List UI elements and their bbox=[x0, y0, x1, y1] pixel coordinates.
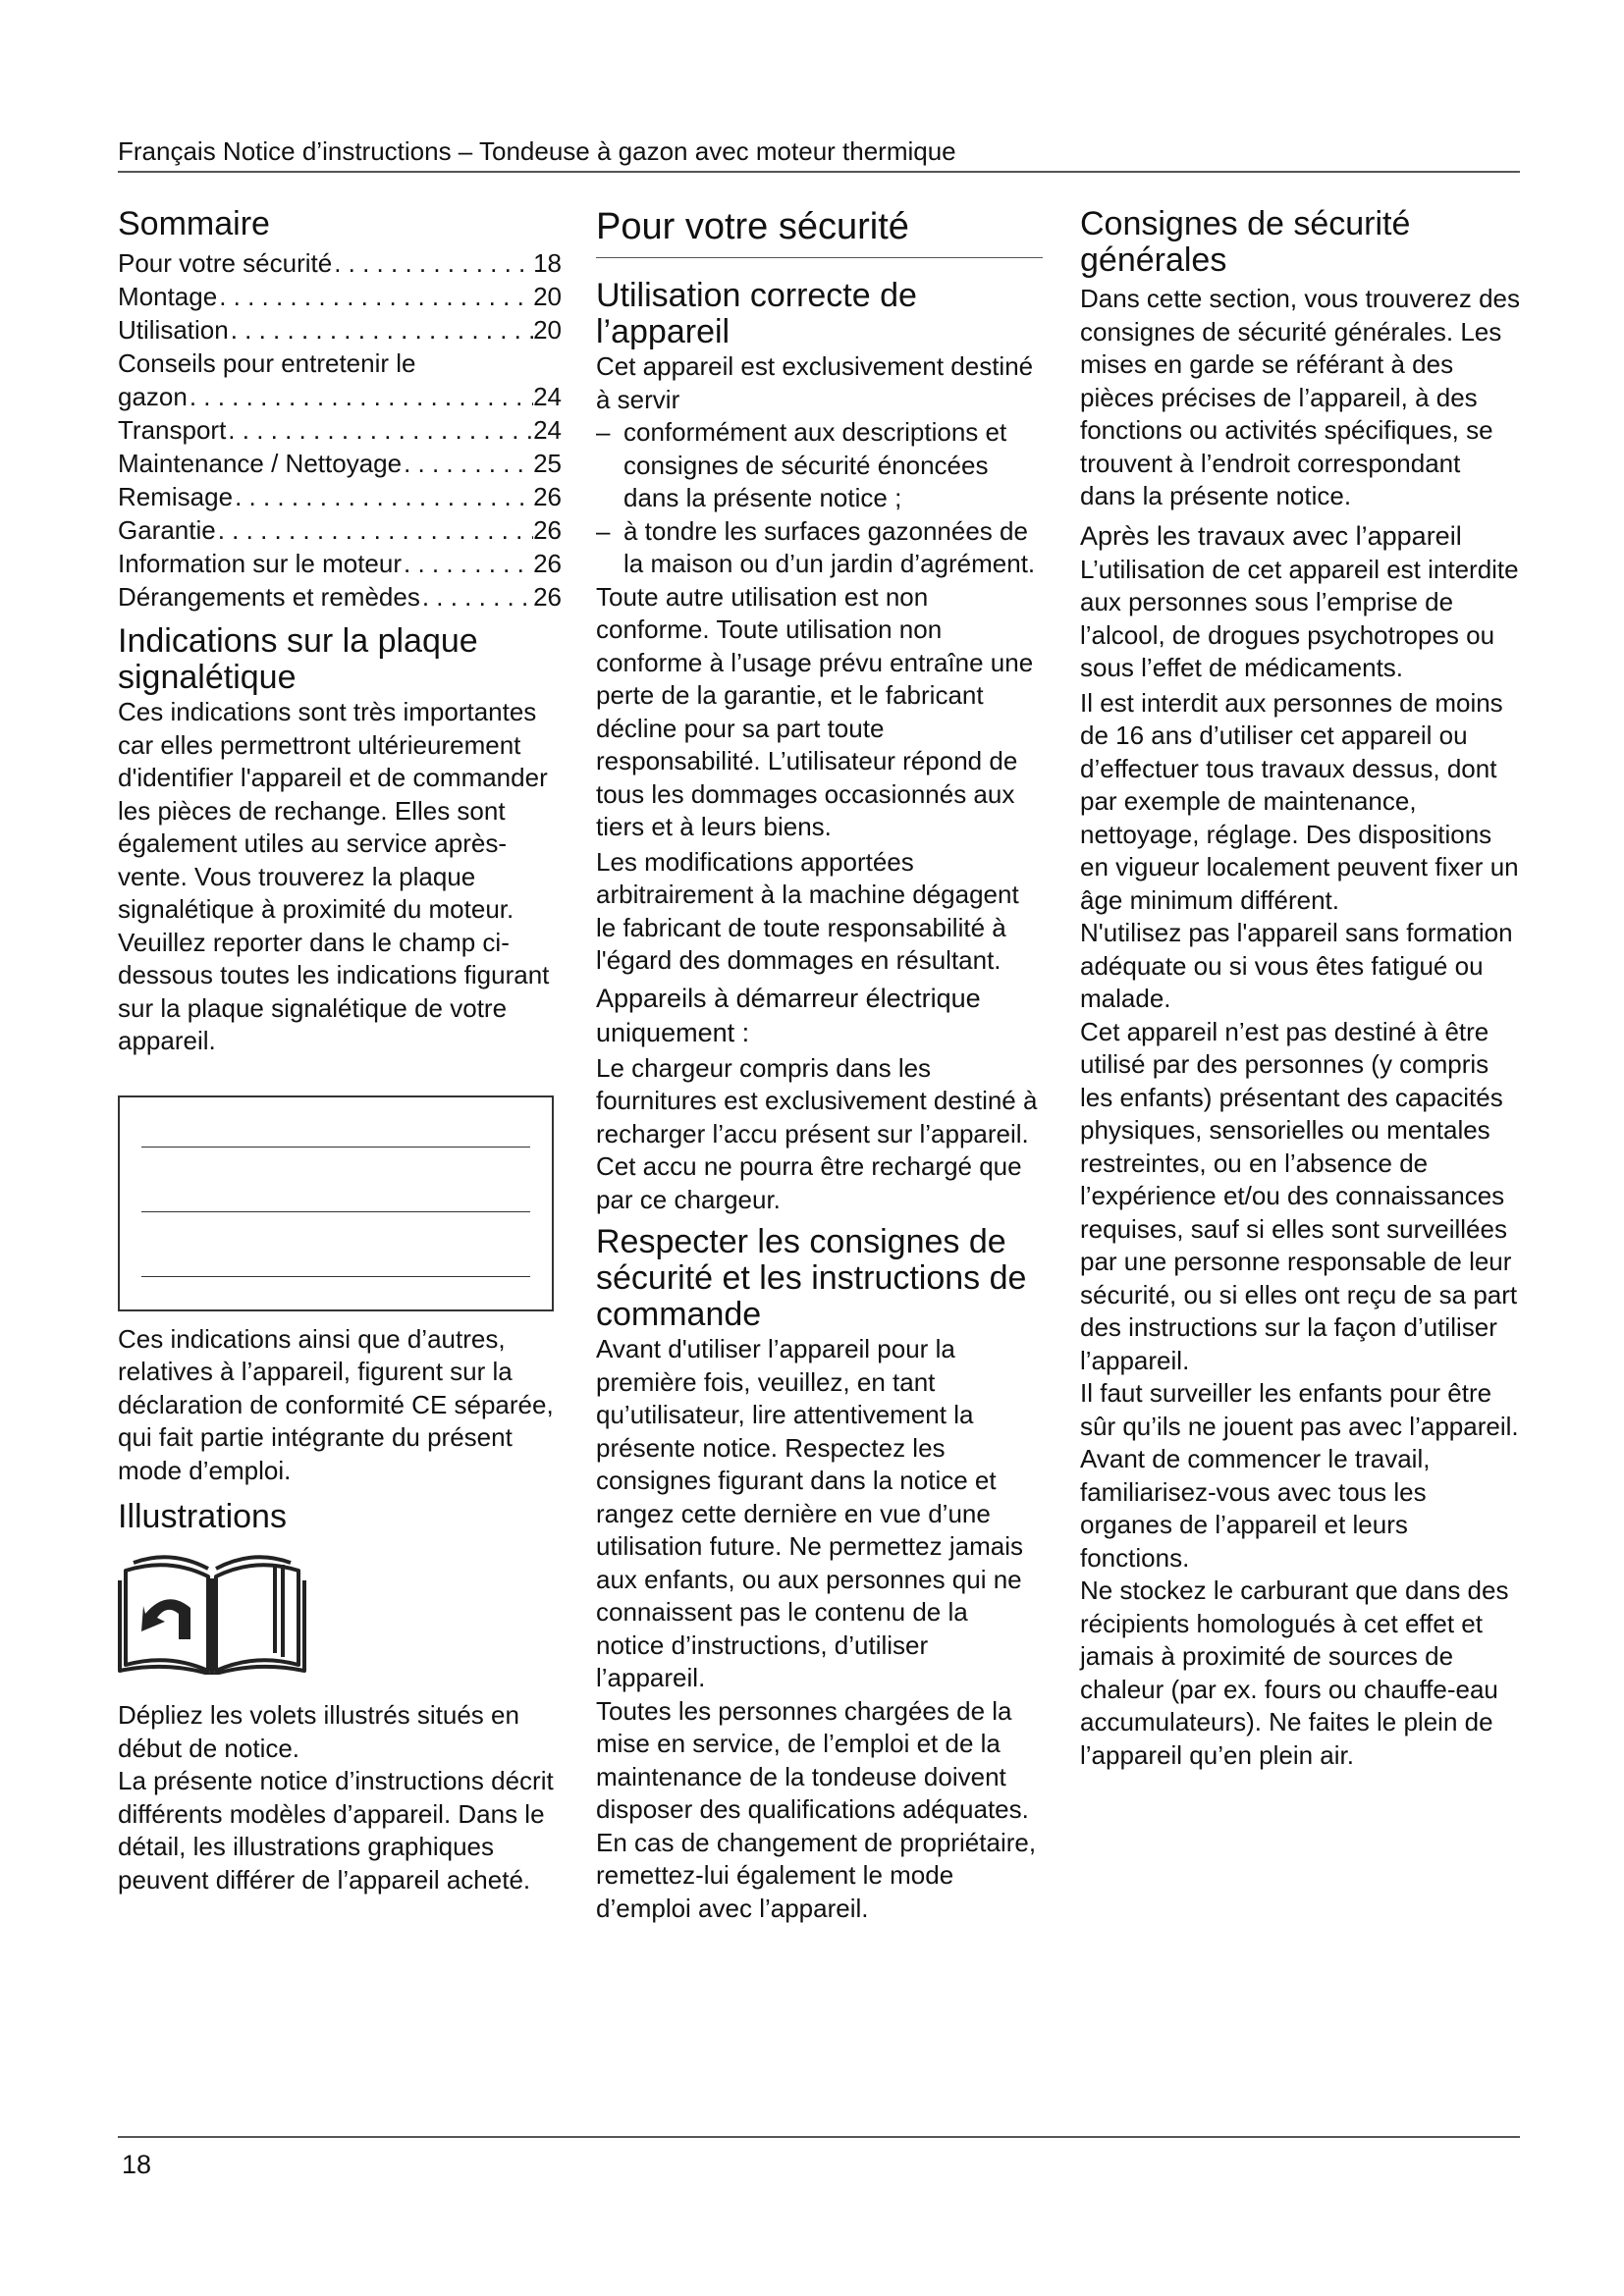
general-paragraph-7: Ne stockez le carburant que dans des récipients homologués à cet effet et jamais à proximité de sources de chaleur (par ex. fours ou chauffe-eau accumulateurs). Ne faites le plein de l’appareil qu’en plein air. bbox=[1080, 1575, 1509, 1770]
safety-title: Pour votre sécurité bbox=[596, 206, 1043, 258]
general-paragraph-3: N'utilisez pas l'appareil sans formation adéquate ou si vous êtes fatigué ou malade. bbox=[1080, 918, 1513, 1013]
illustrations-title: Illustrations bbox=[118, 1498, 287, 1535]
column-left bbox=[118, 206, 562, 1896]
respect-paragraph-2: Toutes les personnes chargées de la mise en service, de l’emploi et de la maintenance de la tondeuse doivent disposer des qualifications adéquates. bbox=[596, 1695, 1029, 1824]
general-paragraph-4: Cet appareil n’est pas destiné à être utilisé par des personnes (y compris les enfants) présentant des capacités physiques, sensorielles ou mentales restreintes, ou en l’absence de l’expérience et/ou des connaissances requises, sauf si elles sont surveillées par une personne responsable de leur sécurité, ou si elles ont reçu de sa part des instructions sur la façon d’utiliser l’appareil. bbox=[1080, 1016, 1518, 1375]
electric-starter-text: Le chargeur compris dans les fournitures est exclusivement destiné à recharger l’accu présent sur l’appareil. Cet accu ne pourra être rechargé que par ce chargeur. bbox=[596, 1052, 1038, 1214]
toc-item[interactable]: Maintenance / Nettoyage . . . 25 bbox=[118, 447, 562, 480]
nameplate-title: Indications sur la plaque signalétique bbox=[118, 622, 478, 696]
correct-use-intro: Cet appareil est exclusivement destiné à servir bbox=[596, 351, 1034, 414]
toc-item-wrap-first[interactable]: Conseils pour entretenir le bbox=[118, 348, 416, 378]
correct-use-paragraph-2: Les modifications apportées arbitrairement à la machine dégagent le fabricant de toute responsabilité à l'égard des dommages en résultant. bbox=[596, 846, 1019, 975]
toc-item[interactable]: gazon . . . 24 bbox=[118, 380, 562, 413]
nameplate-field[interactable] bbox=[118, 1095, 554, 1311]
after-work-title: Après les travaux avec l’appareil bbox=[1080, 520, 1462, 551]
respect-paragraph-3: En cas de changement de propriétaire, remettez-lui également le mode d’emploi avec l’appareil. bbox=[596, 1827, 1037, 1923]
nameplate-after-text: Ces indications ainsi que d’autres, relatives à l’appareil, figurent sur la déclaration de conformité CE séparée, qui fait partie intégrante du présent mode d’emploi. bbox=[118, 1323, 554, 1485]
nameplate-text: Ces indications sont très importantes car elles permettront ultérieurement d'identifier l'appareil et de commander les pièces de rechange. Elles sont également utiles au service après-vente. Vous trouverez la plaque signalétique à proximité du moteur. Veuillez reporter dans le champ ci-dessous toutes les indications figurant sur la plaque signalétique de votre appareil. bbox=[118, 697, 550, 1055]
list-item: – à tondre les surfaces gazonnées de la maison ou d’un jardin d’agrément. bbox=[596, 515, 1043, 581]
table-of-contents bbox=[118, 246, 562, 614]
toc-item[interactable]: Transport . . . 24 bbox=[118, 413, 562, 447]
page-header: Français Notice d’instructions – Tondeuse à gazon avec moteur thermique bbox=[118, 135, 1520, 173]
toc-item[interactable]: Remisage . . . 26 bbox=[118, 480, 562, 513]
toc-item[interactable]: Montage . . . 20 bbox=[118, 280, 562, 313]
list-item: – conformément aux descriptions et consignes de sécurité énoncées dans la présente notice ; bbox=[596, 416, 1043, 515]
general-paragraph-6: Avant de commencer le travail, familiarisez-vous avec tous les organes de l’appareil et leurs fonctions. bbox=[1080, 1444, 1431, 1573]
correct-use-title: Utilisation correcte de l’appareil bbox=[596, 277, 917, 350]
general-safety-intro: Dans cette section, vous trouverez des consignes de sécurité générales. Les mises en garde se référant à des pièces précises de l’appareil, à des fonctions ou activités spécifiques, se trouvent à l’endroit correspondant dans la présente notice. bbox=[1080, 284, 1521, 510]
illustrations-text-2: La présente notice d’instructions décrit différents modèles d’appareil. Dans le détail, les illustrations graphiques peuvent différer de l’appareil acheté. bbox=[118, 1766, 554, 1895]
respect-paragraph-1: Avant d'utiliser l’appareil pour la première fois, veuillez, en tant qu’utilisateur, lire attentivement la présente notice. Respectez les consignes figurant dans la notice et rangez cette dernière en vue d’une utilisation future. Ne permettez jamais aux enfants, ou aux personnes qui ne connaissent pas le contenu de la notice d’instructions, d’utiliser l’appareil. bbox=[596, 1334, 1023, 1692]
respect-instructions-title: Respecter les consignes de sécurité et les instructions de commande bbox=[596, 1223, 1027, 1333]
toc-item[interactable]: Garantie . . . 26 bbox=[118, 513, 562, 547]
toc-title: Sommaire bbox=[118, 205, 270, 242]
correct-use-list bbox=[596, 416, 1043, 581]
general-paragraph-5: Il faut surveiller les enfants pour être sûr qu’ils ne jouent pas avec l’appareil. bbox=[1080, 1378, 1519, 1441]
column-right bbox=[1080, 206, 1522, 1772]
general-paragraph-2: Il est interdit aux personnes de moins de 16 ans d’utiliser cet appareil ou d’effectuer tous travaux dessus, dont par exemple de maintenance, nettoyage, réglage. Des dispositions en vigueur localement peuvent fixer un âge minimum différent. bbox=[1080, 687, 1519, 915]
column-middle bbox=[596, 206, 1043, 1925]
electric-starter-title: Appareils à démarreur électrique uniquement : bbox=[596, 983, 981, 1047]
illustrations-text-1: Dépliez les volets illustrés situés en début de notice. bbox=[118, 1700, 519, 1763]
general-safety-title: Consignes de sécurité générales bbox=[1080, 205, 1411, 279]
toc-item[interactable]: Utilisation . . . 20 bbox=[118, 313, 562, 347]
footer-divider bbox=[118, 2136, 1520, 2138]
toc-item[interactable]: Information sur le moteur . . . 26 bbox=[118, 547, 562, 580]
general-paragraph-1: L’utilisation de cet appareil est interdite aux personnes sous l’emprise de l’alcool, de drogues psychotropes ou sous l’effet de médicaments. bbox=[1080, 554, 1519, 682]
correct-use-paragraph-1: Toute autre utilisation est non conforme. Toute utilisation non conforme à l’usage prévu entraîne une perte de la garantie, et le fabricant décline pour sa part toute responsabilité. L’utilisateur répond de tous les dommages occasionnés aux tiers et à leurs biens. bbox=[596, 581, 1034, 841]
page-number: 18 bbox=[122, 2150, 152, 2179]
toc-item[interactable]: Pour votre sécurité . . . 18 bbox=[118, 246, 562, 280]
toc-item[interactable]: Dérangements et remèdes . . . 26 bbox=[118, 580, 562, 614]
open-book-icon bbox=[118, 1549, 562, 1680]
